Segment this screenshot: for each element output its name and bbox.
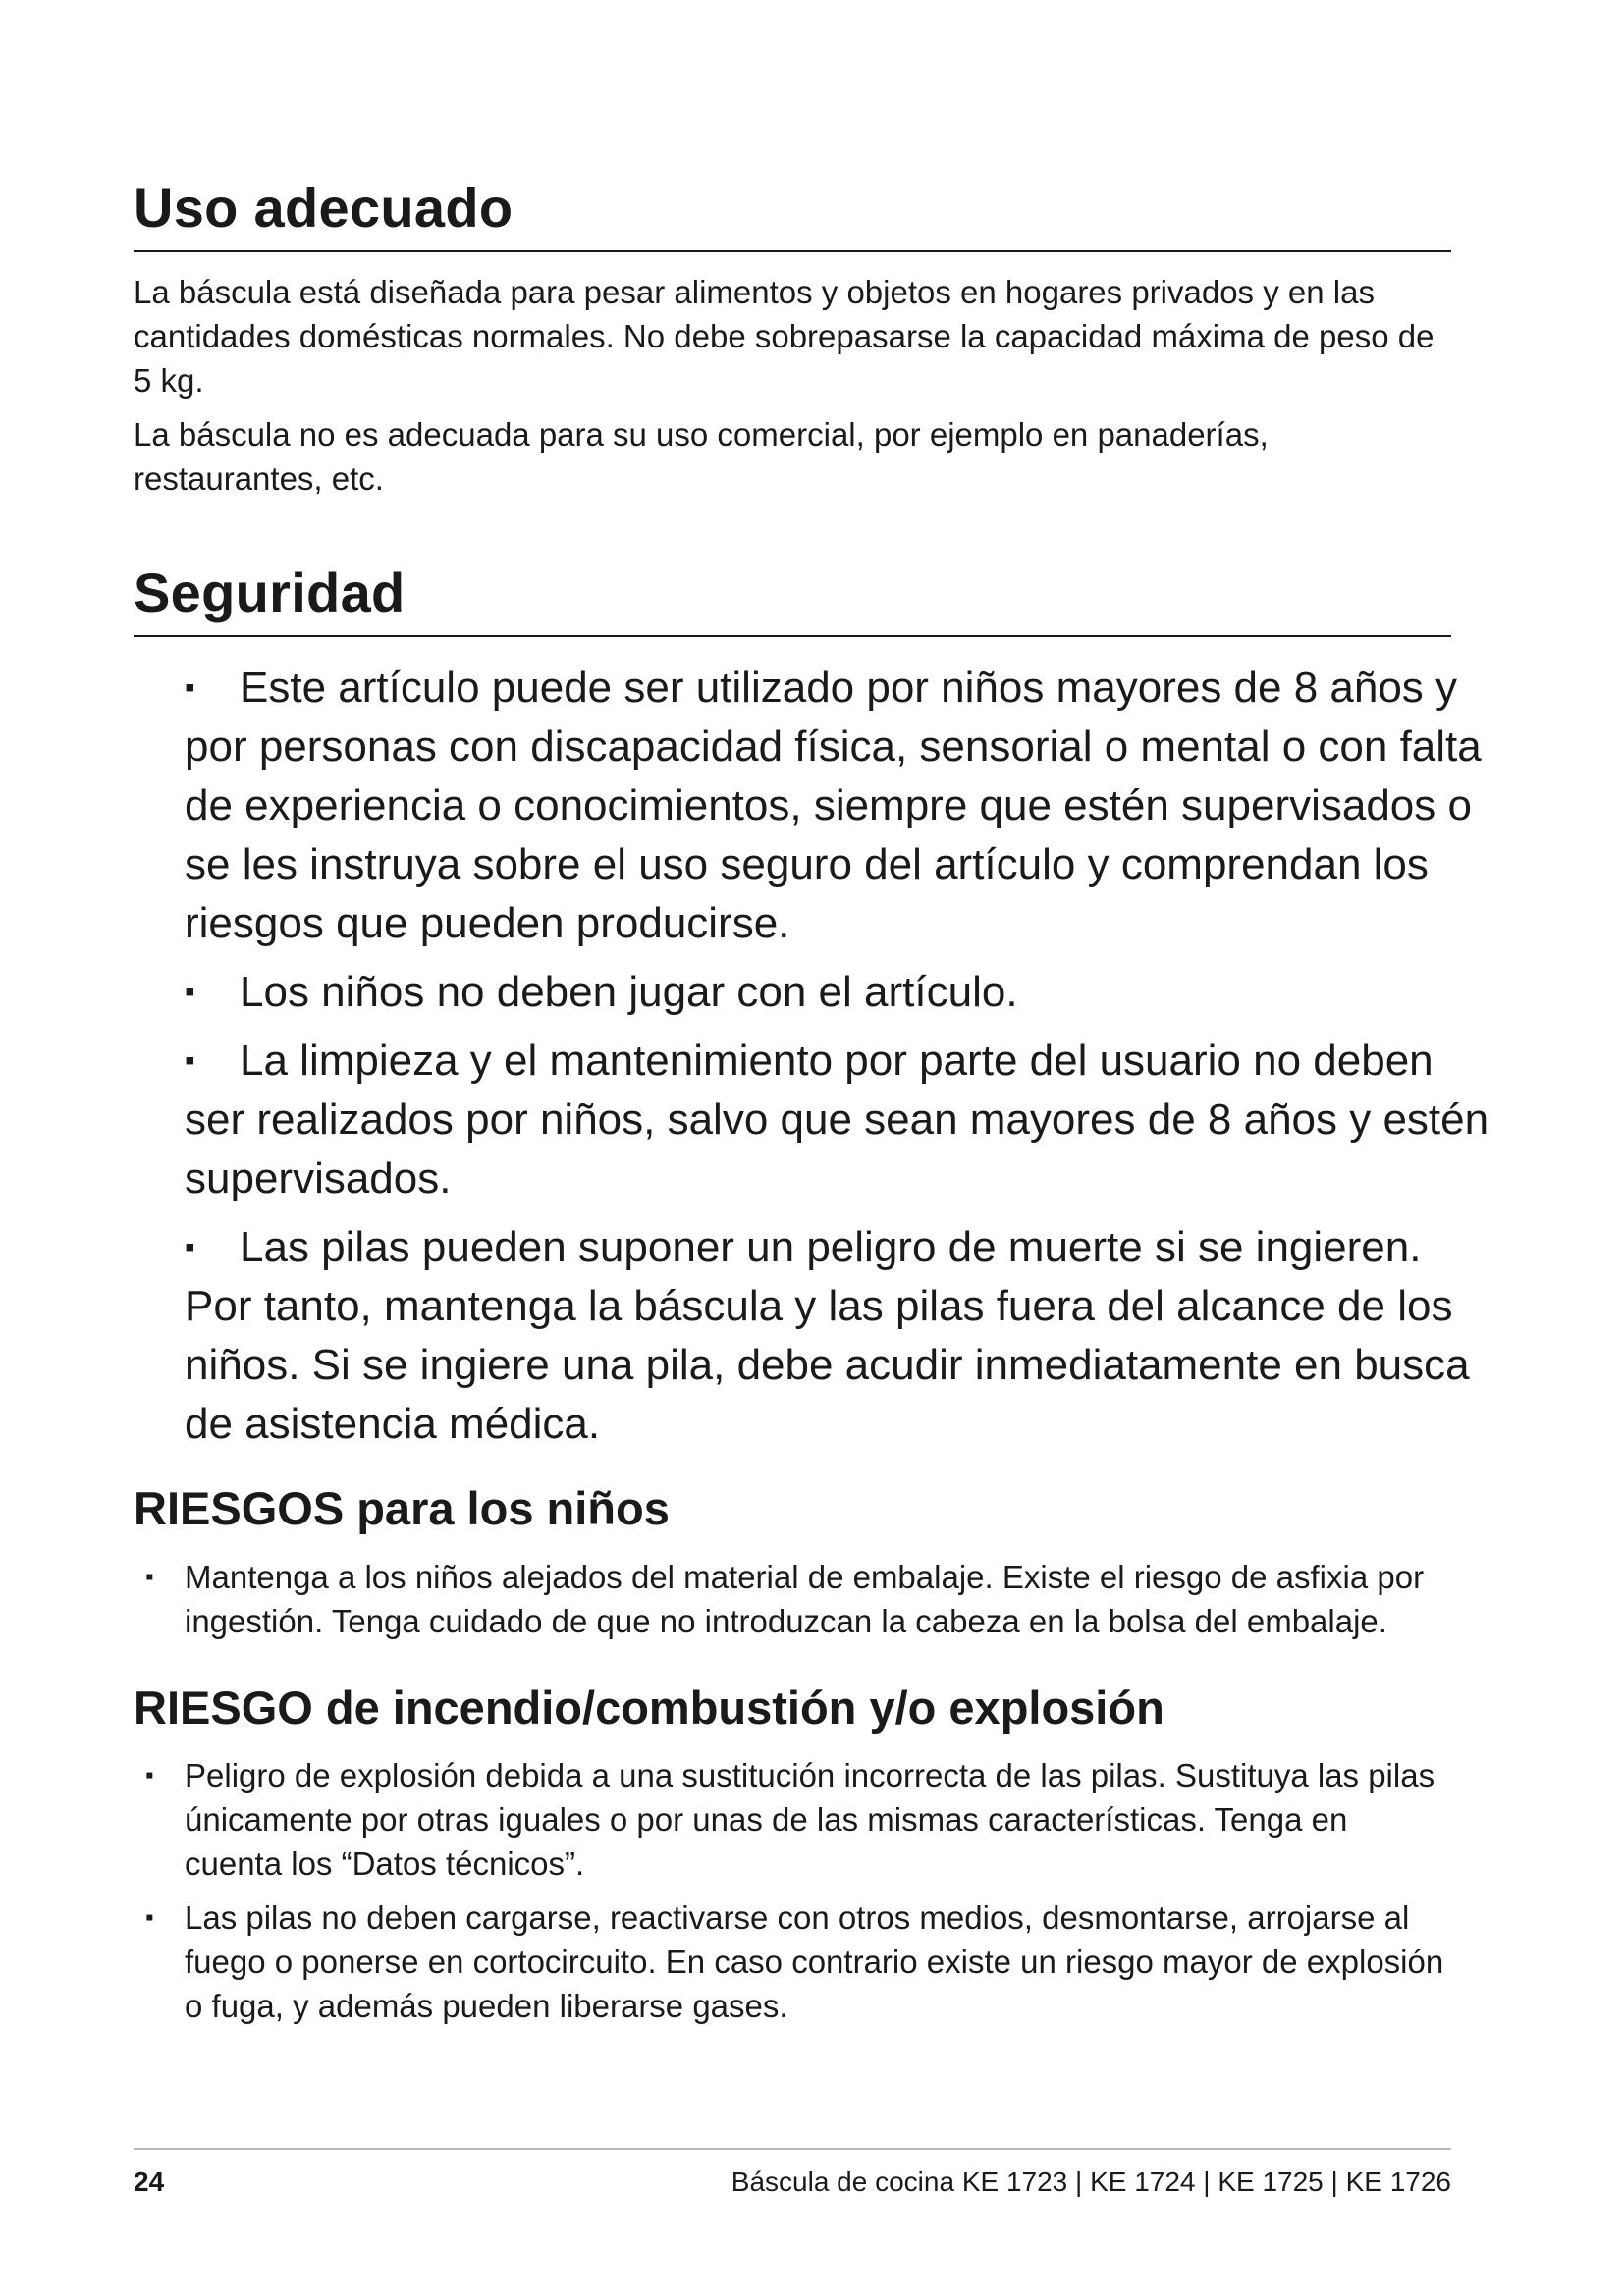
paragraph: La báscula no es adecuada para su uso comercial, por ejemplo en panaderías, restaurantes, etc. — [134, 416, 1269, 498]
section-title-seguridad: Seguridad — [134, 560, 1451, 637]
section-uso-adecuado — [134, 175, 1451, 501]
bullet-icon: ▪ — [185, 1044, 195, 1078]
page-content — [134, 175, 1489, 2038]
list-item — [134, 1555, 1451, 1643]
list-item — [185, 963, 1490, 1022]
section-seguridad — [134, 560, 1489, 1454]
bullet-icon: ▪ — [185, 976, 195, 1009]
list-item-text: La limpieza y el mantenimiento por parte del usuario no deben ser realizados por niños, salvo que sean mayores de 8 años y estén supervisados. — [185, 1037, 1489, 1203]
bullet-icon: ▪ — [145, 1762, 154, 1789]
list-item — [185, 1218, 1490, 1454]
safety-list — [134, 659, 1490, 1454]
bullet-icon: ▪ — [145, 1904, 154, 1932]
list-item-text: Las pilas pueden suponer un peligro de muerte si se ingieren. Por tanto, mantenga la báscula y las pilas fuera del alcance de los niños. Si se ingiere una pila, debe acudir inmediatamente en busca de asistencia médica. — [185, 1223, 1470, 1449]
subsection-title-riesgo-incendio: RIESGO de incendio/combustión y/o explosión — [134, 1681, 1164, 1734]
list-item — [185, 1032, 1490, 1208]
list-item-text: Mantenga a los niños alejados del material de embalaje. Existe el riesgo de asfixia por ingestión. Tenga cuidado de que no introduzcan la cabeza en la bolsa del embalaje. — [185, 1558, 1425, 1639]
list-item — [134, 1753, 1451, 1886]
list-item-text: Este artículo puede ser utilizado por niños mayores de 8 años y por personas con discapacidad física, sensorial o mental o con falta de experiencia o conocimientos, siempre que estén supervisados o se les instruya sobre el uso seguro del artículo y comprendan los riesgos que pueden producirse. — [185, 664, 1482, 948]
list-item-text: Los niños no deben jugar con el artículo. — [240, 968, 1018, 1017]
fire-risk-list — [134, 1753, 1451, 2028]
paragraph: La báscula está diseñada para pesar alimentos y objetos en hogares privados y en las cantidades domésticas normales. No debe sobrepasarse la capacidad máxima de peso de 5 kg. — [134, 274, 1435, 400]
list-item-text: Las pilas no deben cargarse, reactivarse con otros medios, desmontarse, arrojarse al fuego o ponerse en cortocircuito. En caso contrario existe un riesgo mayor de explosión o fuga, y además pueden liberarse gases. — [185, 1899, 1444, 2025]
page-footer — [134, 2148, 1451, 2197]
section-riesgos-ninos — [134, 1481, 1451, 1642]
list-item — [185, 659, 1490, 953]
page-number: 24 — [134, 2166, 165, 2197]
document-title: Báscula de cocina KE 1723 | KE 1724 | KE 1725 | KE 1726 — [731, 2166, 1451, 2197]
bullet-icon: ▪ — [185, 671, 195, 705]
bullet-icon: ▪ — [145, 1563, 154, 1590]
children-risk-list — [134, 1555, 1451, 1643]
bullet-icon: ▪ — [185, 1231, 195, 1264]
list-item-text: Peligro de explosión debida a una sustitución incorrecta de las pilas. Sustituya las pilas únicamente por otras iguales o por unas de las mismas características. Tenga en cuenta los “Datos técnicos”. — [185, 1757, 1435, 1883]
section-riesgo-incendio — [134, 1681, 1451, 2028]
subsection-title-riesgos-ninos: RIESGOS para los niños — [134, 1482, 670, 1535]
section-title-uso-adecuado: Uso adecuado — [134, 175, 1451, 252]
list-item — [134, 1896, 1451, 2028]
